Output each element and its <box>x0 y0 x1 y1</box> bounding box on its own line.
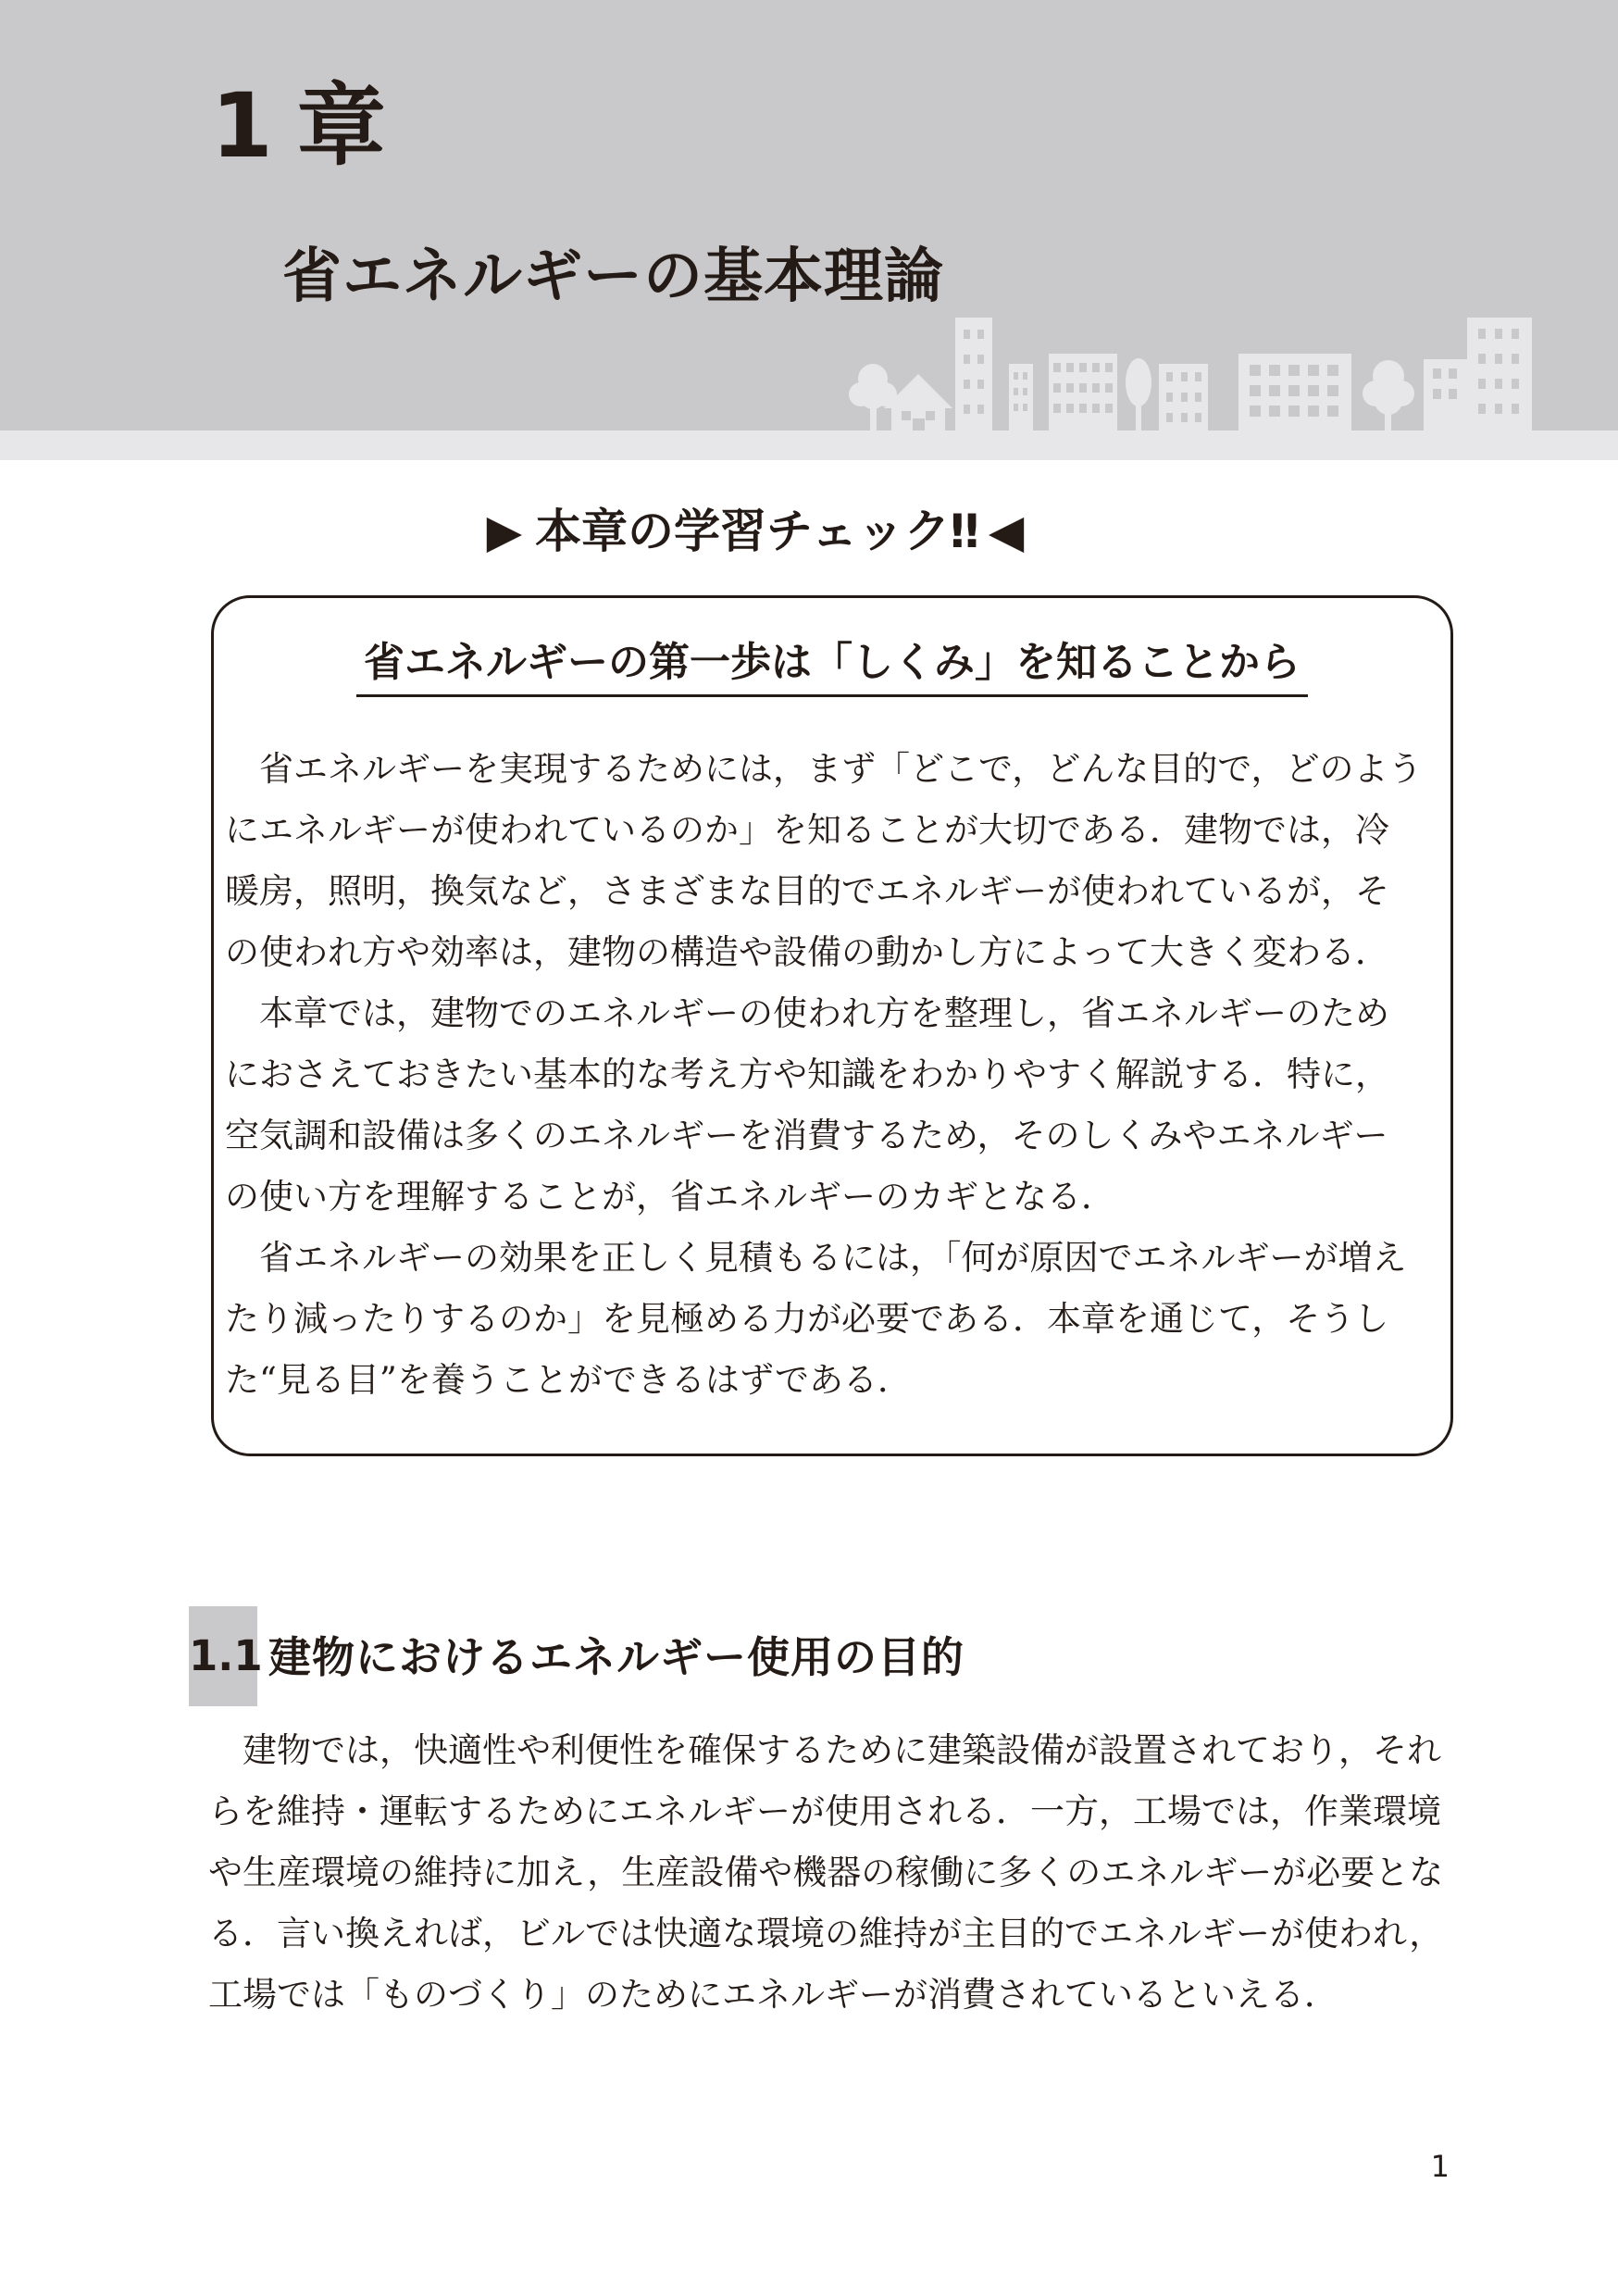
building-icon <box>1009 364 1033 430</box>
check-box-text-line: 本章では，建物でのエネルギーの使われ方を整理し，省エネルギーのため <box>225 993 1389 1033</box>
check-box-text-line: 暖房，照明，換気など，さまざまな目的でエネルギーが使われているが，そ <box>225 871 1389 911</box>
tree-icon <box>1363 360 1414 430</box>
chapter-marker: 章 <box>296 74 386 178</box>
city-skyline-illustration <box>0 0 1618 460</box>
building-icon <box>955 318 992 430</box>
check-box-text-line: 省エネルギーを実現するためには，まず「どこで，どんな目的で，どのよう <box>225 749 1423 789</box>
learning-check-heading <box>0 503 1511 560</box>
check-box-body <box>225 739 1423 1411</box>
section-body <box>208 1720 1449 2026</box>
check-box-text-line: にエネルギーが使われているのか」を知ることが大切である．建物では，冷 <box>225 810 1389 850</box>
check-box-text-line: 空気調和設備は多くのエネルギーを消費するため，そのしくみやエネルギー <box>225 1116 1388 1155</box>
section-number-badge: 1.1 <box>189 1606 257 1706</box>
chapter-number <box>211 74 386 178</box>
check-box-text-line: たり減ったりするのか」を見極める力が必要である．本章を通じて，そうし <box>225 1299 1389 1339</box>
section-text-line: る．言い換えれば，ビルでは快適な環境の維持が主目的でエネルギーが使われ， <box>208 1914 1444 1953</box>
check-box-text-line: 省エネルギーの効果を正しく見積もるには，「何が原因でエネルギーが増え <box>225 1238 1407 1278</box>
check-box-text-line: の使い方を理解することが，省エネルギーのカギとなる． <box>225 1177 1115 1217</box>
chapter-header-band <box>0 0 1618 460</box>
section-text-line: 工場では「ものづくり」のためにエネルギーが消費されているといえる． <box>208 1975 1338 2015</box>
section-text-line: や生産環境の維持に加え，生産設備や機器の稼働に多くのエネルギーが必要とな <box>208 1853 1444 1892</box>
check-box-text-line: た“見る目”を養うことができるはずである． <box>225 1360 912 1400</box>
section-title: 建物におけるエネルギー使用の目的 <box>268 1632 965 1682</box>
check-box-title-row <box>214 639 1450 697</box>
page-number: 1 <box>1430 2149 1450 2184</box>
poplar-tree-icon <box>1126 358 1151 430</box>
chapter-number-digit: 1 <box>211 74 273 178</box>
left-triangle-icon: ◀ <box>988 505 1025 558</box>
learning-check-heading-text: 本章の学習チェック‼ <box>535 505 979 558</box>
section-text-line: 建物では，快適性や利便性を確保するために建築設備が設置されており，それ <box>208 1730 1441 1770</box>
tree-icon <box>849 364 897 430</box>
right-triangle-icon: ▶ <box>486 505 523 558</box>
chapter-title: 省エネルギーの基本理論 <box>282 243 944 311</box>
check-box-text-line: におさえておきたい基本的な考え方や知識をわかりやすく解説する．特に， <box>225 1054 1389 1094</box>
ground-strip <box>0 430 1618 460</box>
learning-check-box <box>211 595 1453 1456</box>
section-text-line: らを維持・運転するためにエネルギーが使用される．一方，工場では，作業環境 <box>208 1791 1441 1831</box>
check-box-text-line: の使われ方や効率は，建物の構造や設備の動かし方によって大きく変わる． <box>225 932 1389 972</box>
check-box-title: 省エネルギーの第一歩は「しくみ」を知ることから <box>356 639 1308 697</box>
